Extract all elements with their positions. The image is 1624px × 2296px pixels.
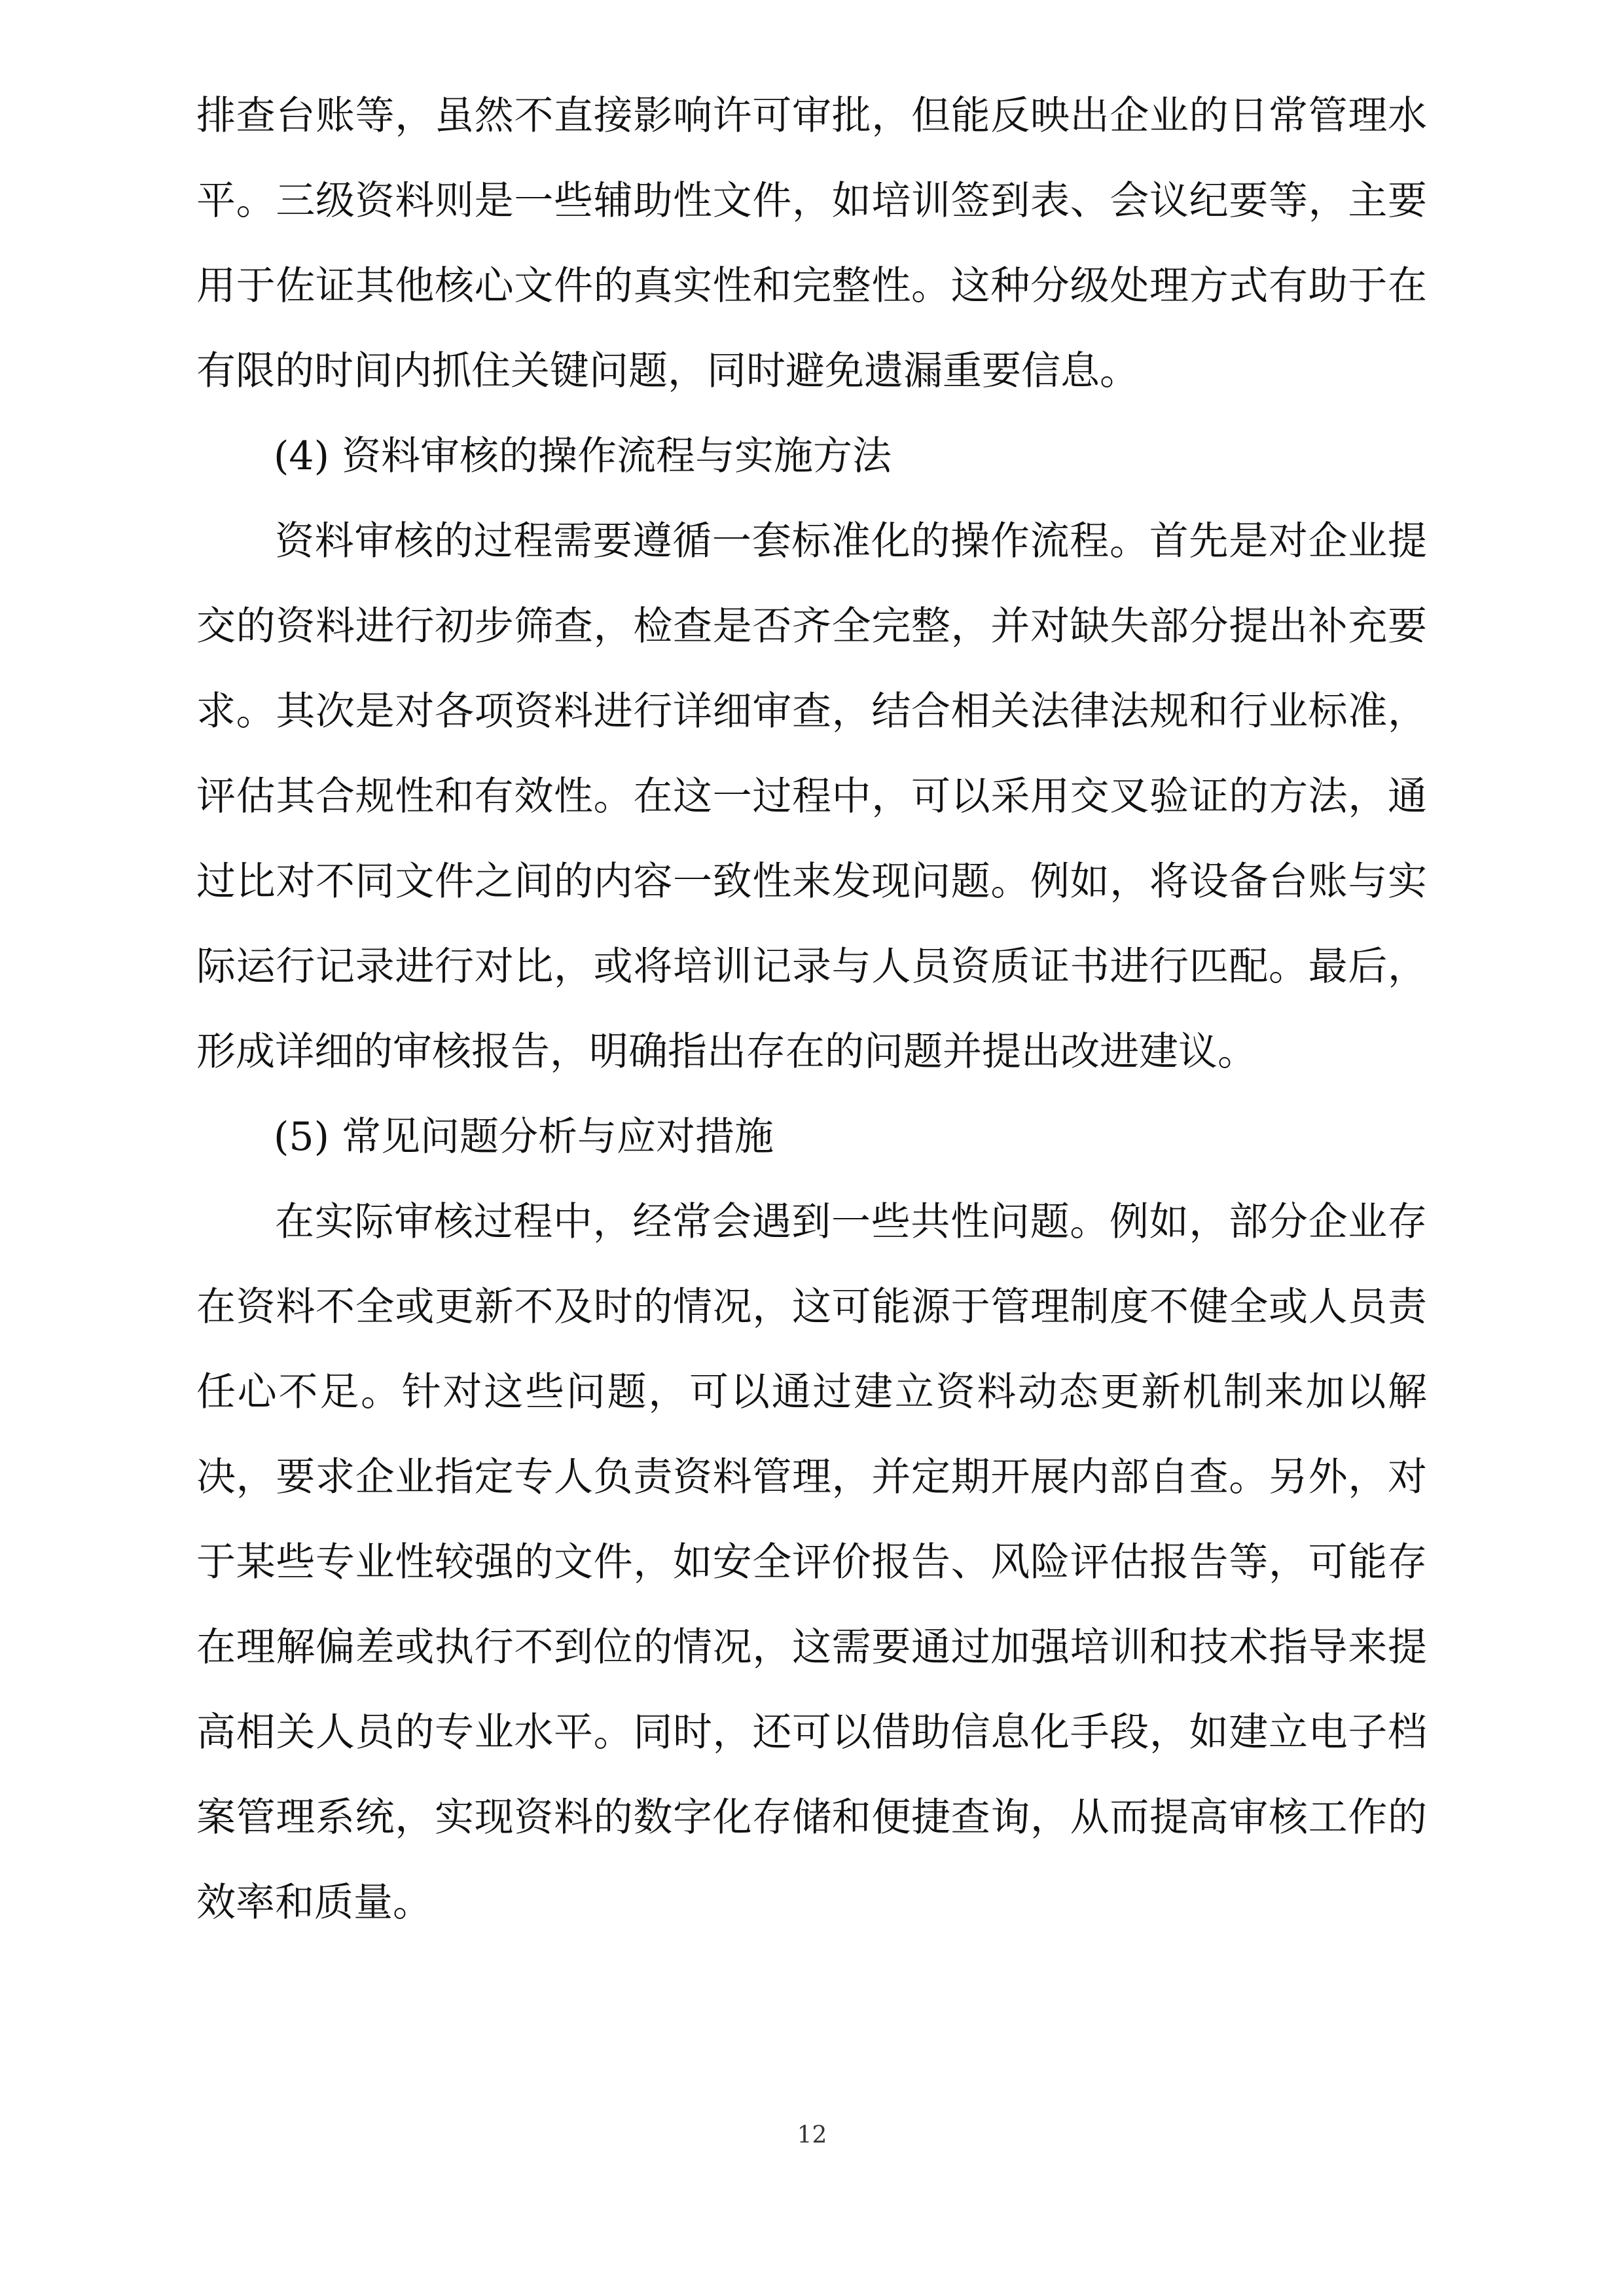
body-text: [196, 73, 1427, 1945]
paragraph-continuation: 排查台账等，虽然不直接影响许可审批，但能反映出企业的日常管理水平。三级资料则是一些辅助性文件，如培训签到表、会议纪要等，主要用于佐证其他核心文件的真实性和完整性。这种分级处理方式有助于在有限的时间内抓住关键问题，同时避免遗漏重要信息。: [196, 93, 1427, 394]
section-heading-4: (4) 资料审核的操作流程与实施方法: [274, 433, 892, 479]
section-heading-5: (5) 常见问题分析与应对措施: [274, 1114, 774, 1160]
paragraph-common-issues: 在实际审核过程中，经常会遇到一些共性问题。例如，部分企业存在资料不全或更新不及时的情况，这可能源于管理制度不健全或人员责任心不足。针对这些问题，可以通过建立资料动态更新机制来加以解决，要求企业指定专人负责资料管理，并定期开展内部自查。另外，对于某些专业性较强的文件，如安全评价报告、风险评估报告等，可能存在理解偏差或执行不到位的情况，这需要通过加强培训和技术指导来提高相关人员的专业水平。同时，还可以借助信息化手段，如建立电子档案管理系统，实现资料的数字化存储和便捷查询，从而提高审核工作的效率和质量。: [196, 1199, 1427, 1926]
page-number: 12: [797, 2122, 827, 2149]
paragraph-review-process: 资料审核的过程需要遵循一套标准化的操作流程。首先是对企业提交的资料进行初步筛查，检查是否齐全完整，并对缺失部分提出补充要求。其次是对各项资料进行详细审查，结合相关法律法规和行业标准，评估其合规性和有效性。在这一过程中，可以采用交叉验证的方法，通过比对不同文件之间的内容一致性来发现问题。例如，将设备台账与实际运行记录进行对比，或将培训记录与人员资质证书进行匹配。最后，形成详细的审核报告，明确指出存在的问题并提出改进建议。: [196, 518, 1427, 1075]
